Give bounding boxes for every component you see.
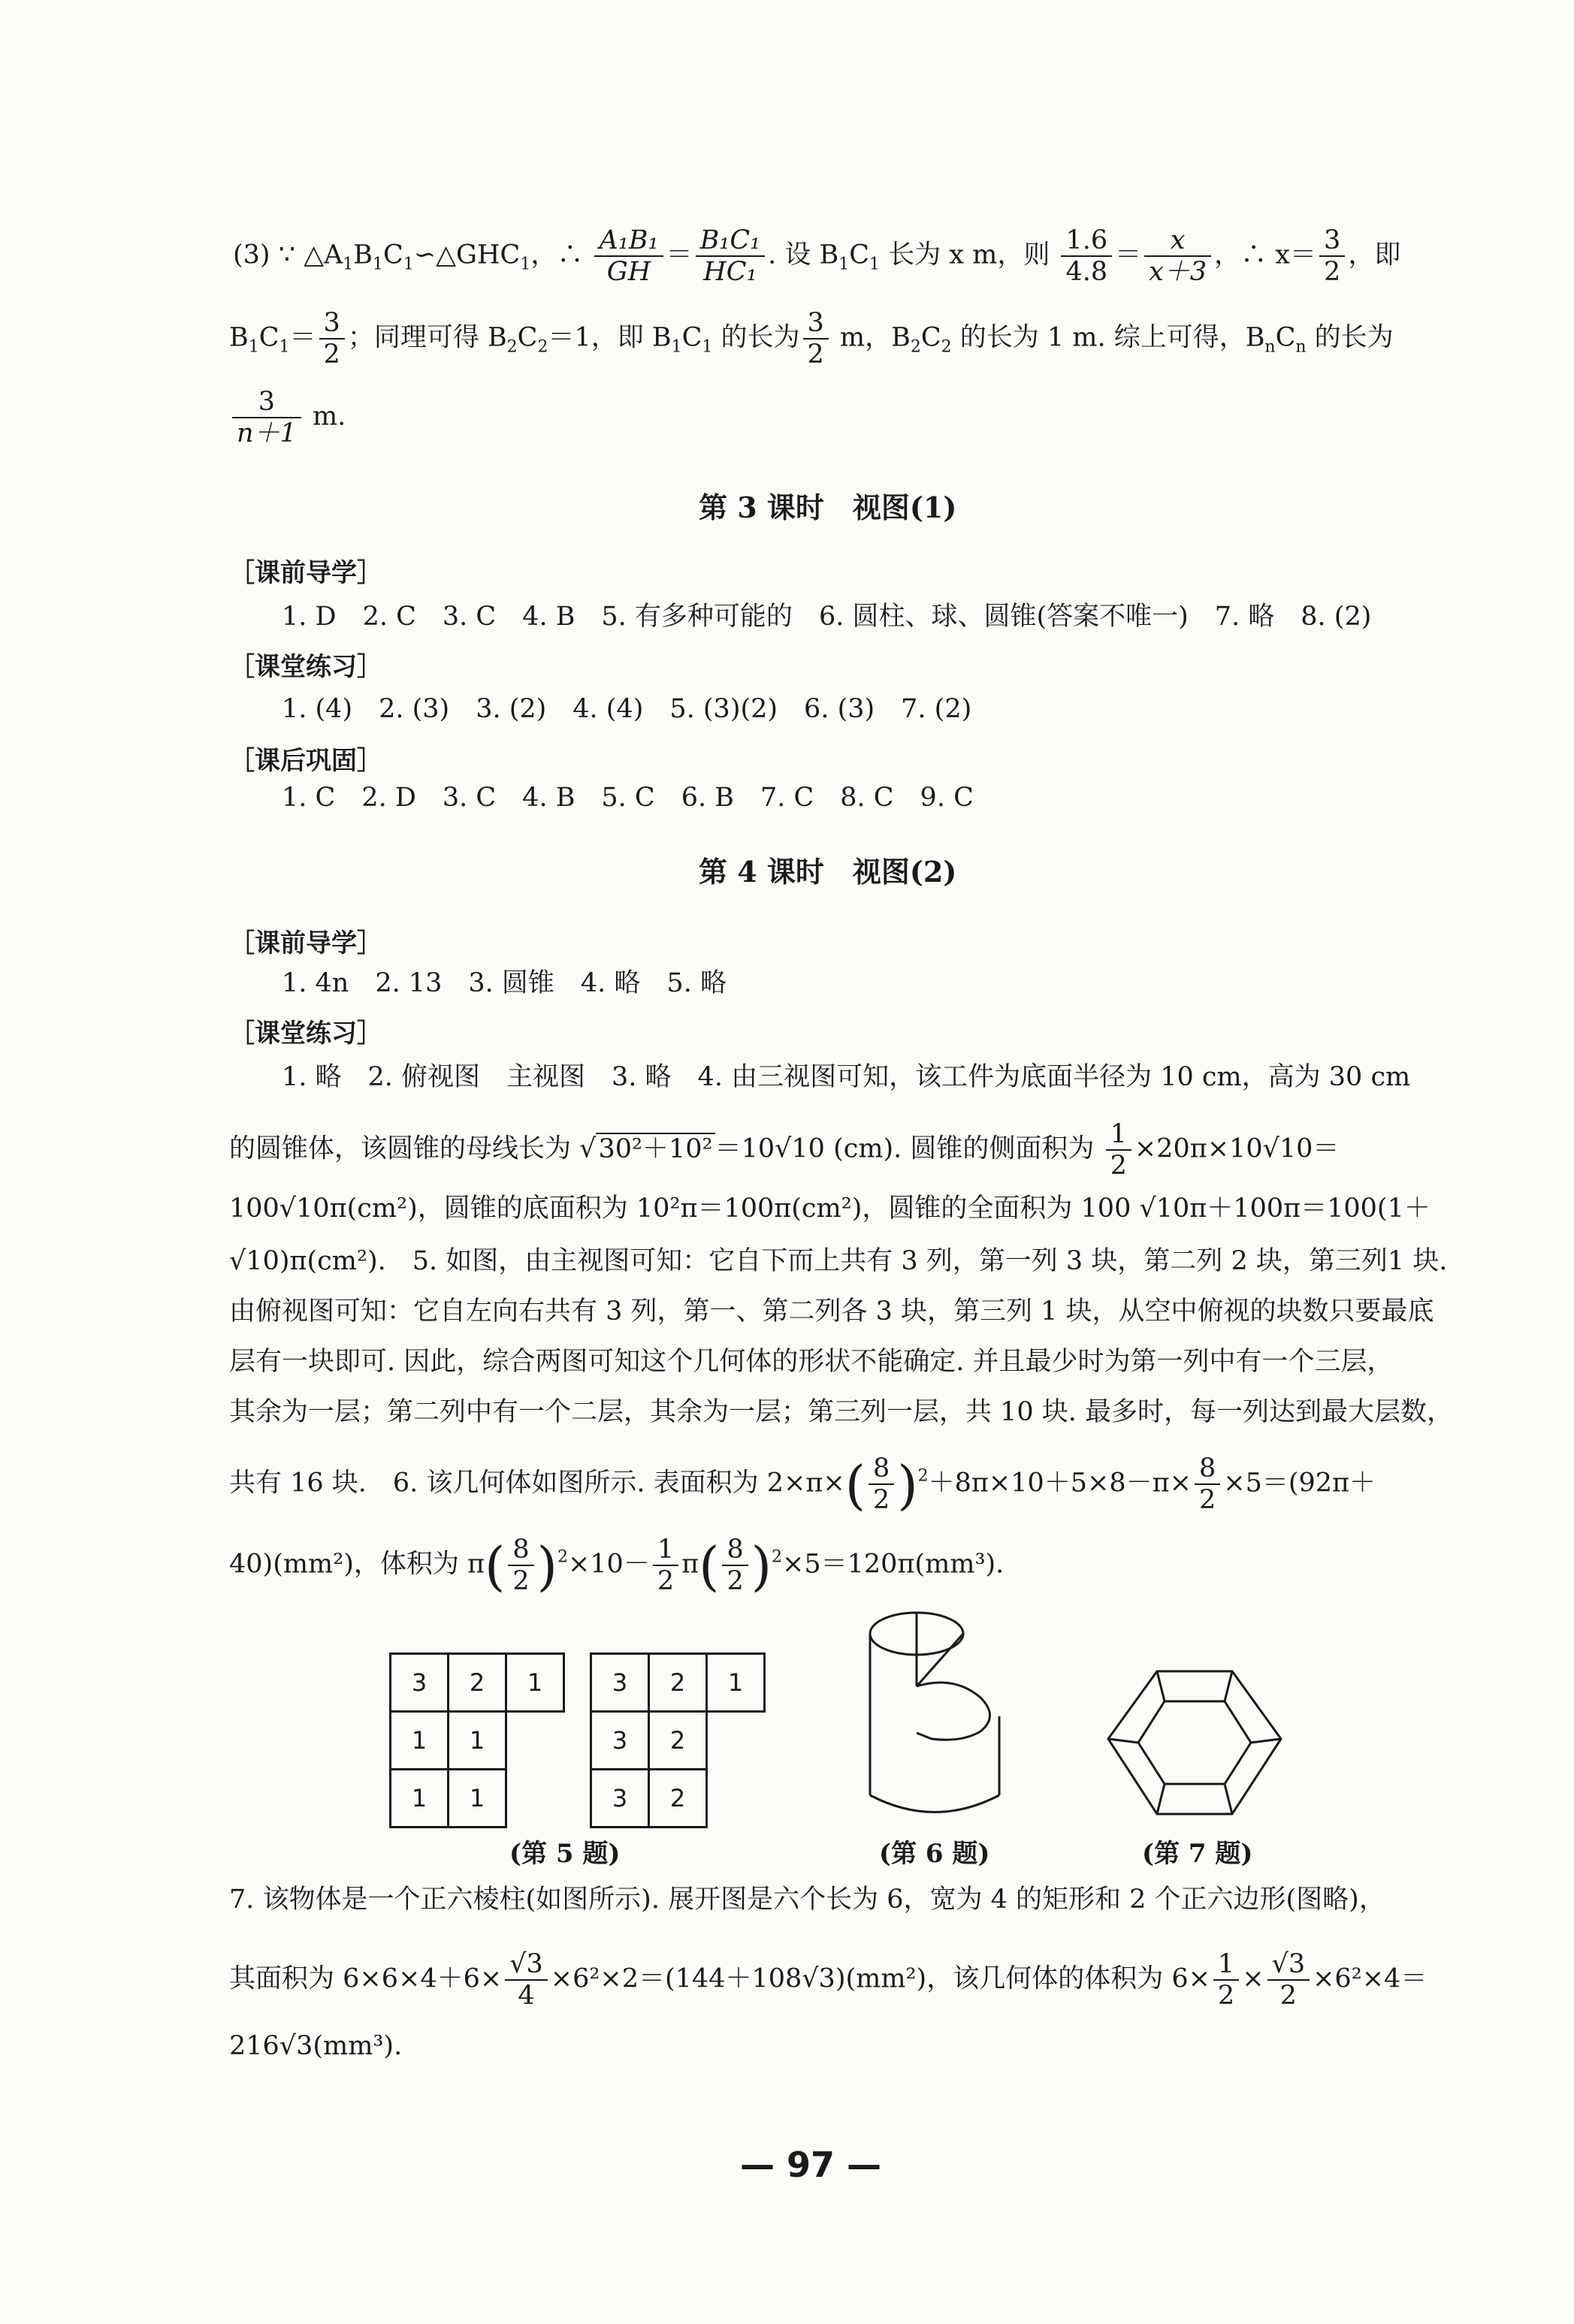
- grid-empty: [707, 1712, 765, 1770]
- section3-tag-review: ［课后巩固］: [229, 746, 382, 776]
- figure5-caption: (第 5 题): [509, 1839, 621, 1869]
- section3-tag-class: ［课堂练习］: [229, 652, 382, 682]
- section4-p3: 100√10π(cm²)，圆锥的底面积为 10²π＝100π(cm²)，圆锥的全面积为 100 √10π＋100π＝100(1＋: [229, 1194, 1430, 1224]
- grid-cell: 3: [391, 1654, 449, 1712]
- section4-p9: 40)(mm²)，体积为 π( $\frac{8}{2}$ )$^2$×10－ $\frac{1}{2}$ π( $\frac{8}{2}$ )$^2$×5＝120π(mm³).: [229, 1535, 1005, 1598]
- section4-p4: √10)π(cm²). 5. 如图，由主视图可知：它自下而上共有 3 列，第一列 3 块，第二列 2 块，第三列1 块.: [229, 1246, 1448, 1276]
- section3-title: 第 3 课时 视图(1): [699, 490, 957, 524]
- section4-p8: 共有 16 块. 6. 该几何体如图所示. 表面积为 2×π×( $\frac{8}{2}$ )$^2$＋8π×10＋5×8－π× $\frac{8}{2}$ ×5＝(92π＋: [229, 1453, 1376, 1517]
- section3-answers-3: 1. C 2. D 3. C 4. B 5. C 6. B 7. C 8. C 9. C: [282, 783, 974, 813]
- grid-cell: 2: [649, 1654, 707, 1712]
- part3-line1: (3) ∵ $\triangle A_1B_1C_1∽\triangle GHC_1$，∴ $\frac{\text{A₁B₁}}{GH}$ ＝ $\frac{\text{B₁C₁}}{\text{HC₁}}$ . 设 $B_1C_1$ 长为 x m，则 $\frac{1.6}{4.8}$ ＝ $\frac{x}{x+3}$ ，∴ x＝ $\frac{3}{2}$ ，即: [233, 225, 1401, 287]
- page-number: — 97 —: [740, 2144, 882, 2185]
- grid-cell: 2: [649, 1770, 707, 1828]
- grid-empty: [707, 1770, 765, 1828]
- figure5-main-view-grid: [389, 1652, 565, 1828]
- figure5-top-view-grid: [590, 1652, 766, 1828]
- section4-title: 第 4 课时 视图(2): [699, 855, 957, 889]
- figure6-cylinder-drawing: [849, 1604, 1044, 1829]
- grid-cell: 3: [591, 1654, 649, 1712]
- figure7-hexagonal-prism-drawing: [1101, 1664, 1289, 1825]
- grid-cell: 1: [449, 1770, 506, 1828]
- section4-p2: 的圆锥体，该圆锥的母线长为 √30²＋10²＝10√10 (cm). 圆锥的侧面积为 $\frac{1}{2}$ ×20π×10√10＝: [229, 1119, 1340, 1181]
- section4-p7: 其余为一层；第二列中有一个二层，其余为一层；第三列一层，共 10 块. 最多时，每一列达到最大层数，: [229, 1397, 1454, 1427]
- grid-cell: 2: [449, 1654, 506, 1712]
- grid-cell: 3: [591, 1712, 649, 1770]
- q7-line2: 其面积为 6×6×4＋6× $\frac{√3}{4}$ ×6²×2＝(144＋108√3)(mm²)，该几何体的体积为 6× $\frac{1}{2}$ × $\frac{√3}{2}$ ×6²×4＝: [229, 1949, 1427, 2011]
- section4-p5: 由俯视图可知：它自左向右共有 3 列，第一、第二列各 3 块，第三列 1 块，从空中俯视的块数只要最底: [229, 1296, 1434, 1326]
- grid-cell: 1: [506, 1654, 564, 1712]
- grid-cell: 1: [449, 1712, 506, 1770]
- section4-tag-preview: ［课前导学］: [229, 928, 382, 958]
- grid-empty: [506, 1770, 564, 1828]
- figure6-caption: (第 6 题): [879, 1839, 990, 1869]
- figure7-caption: (第 7 题): [1142, 1839, 1253, 1869]
- q7-line3: 216√3(mm³).: [229, 2031, 403, 2061]
- q7-line1: 7. 该物体是一个正六棱柱(如图所示). 展开图是六个长为 6，宽为 4 的矩形和 2 个正六边形(图略)，: [229, 1885, 1385, 1915]
- part3-line3: $\frac{3}{n+1}$ m.: [229, 387, 346, 448]
- section4-p6: 层有一块即可. 因此，综合两图可知这个几何体的形状不能确定. 并且最少时为第一列中有一个三层，: [229, 1347, 1394, 1377]
- grid-cell: 3: [591, 1770, 649, 1828]
- grid-cell: 2: [649, 1712, 707, 1770]
- grid-cell: 1: [391, 1712, 449, 1770]
- section4-answers-1: 1. 4n 2. 13 3. 圆锥 4. 略 5. 略: [282, 968, 727, 998]
- grid-empty: [506, 1712, 564, 1770]
- part3-line2: $B_1C_1=$ $\frac{3}{2}$ ；同理可得 $B_2C_2=1$，即 $B_1C_1$ 的长为 $\frac{3}{2}$ m，$B_2C_2$ 的长为 1 m. 综上可得，$B_nC_n$ 的长为: [229, 308, 1394, 370]
- grid-cell: 1: [391, 1770, 449, 1828]
- section3-answers-2: 1. (4) 2. (3) 3. (2) 4. (4) 5. (3)(2) 6. (3) 7. (2): [282, 694, 972, 724]
- section4-p1: 1. 略 2. 俯视图 主视图 3. 略 4. 由三视图可知，该工件为底面半径为 10 cm，高为 30 cm: [282, 1062, 1411, 1092]
- grid-cell: 1: [707, 1654, 765, 1712]
- section4-tag-class: ［课堂练习］: [229, 1019, 382, 1049]
- section3-answers-1: 1. D 2. C 3. C 4. B 5. 有多种可能的 6. 圆柱、球、圆锥(答案不唯一) 7. 略 8. (2): [282, 602, 1372, 632]
- section3-tag-preview: ［课前导学］: [229, 558, 382, 588]
